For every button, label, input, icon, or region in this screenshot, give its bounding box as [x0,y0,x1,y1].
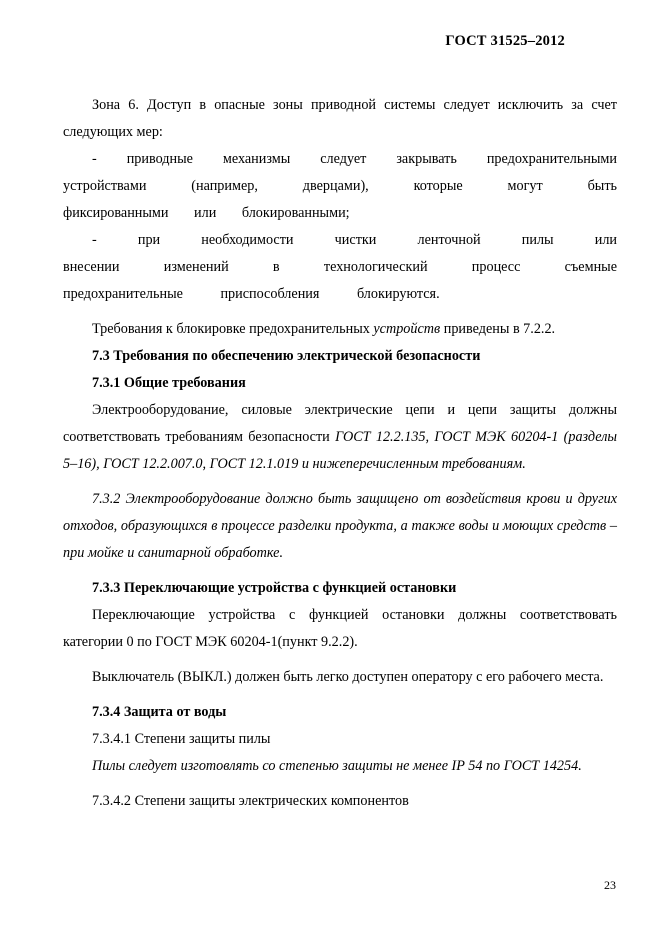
document-header: ГОСТ 31525–2012 [445,33,565,49]
section-7-3-4-2-heading: 7.3.4.2 Степени защиты электрических компонентов [92,793,409,809]
page-number: 23 [604,878,616,892]
lock-requirements-paragraph [63,316,617,343]
section-7-3-1-italic: ГОСТ 12.2.135, ГОСТ МЭК 60204-1 (разделы 5–16), ГОСТ 12.2.007.0, ГОСТ 12.1.019 и нижеперечисленным требованиям. [63,429,617,472]
section-7-3-heading: 7.3 Требования по обеспечению электрической безопасности [92,348,481,364]
zone6-bullet-2-text: - при необходимости чистки ленточной пилы или внесении изменений в технологический процесс съемные предохранительные приспособления блокируются. [63,232,617,302]
section-7-3-1-plain: Электрооборудование, силовые электрические цепи и цепи защиты должны соответствовать требованиям безопасности [63,402,617,445]
section-7-3-4-1-text: Пилы следует изготовлять со степенью защиты не менее IP 54 по ГОСТ 14254. [92,758,582,774]
section-7-3-3-text-1: Переключающие устройства с функцией остановки должны соответствовать категории 0 по ГОСТ МЭК 60204-1(пункт 9.2.2). [63,607,617,650]
lock-req-after: приведены в 7.2.2. [440,321,556,337]
section-7-3-4-1-heading: 7.3.4.1 Степени защиты пилы [92,731,271,747]
section-7-3-3-text-2: Выключатель (ВЫКЛ.) должен быть легко доступен оператору с его рабочего места. [92,669,604,685]
lock-req-italic: устройств [373,321,441,337]
zone6-bullet-1 [63,146,617,227]
section-7-3-4-heading: 7.3.4 Защита от воды [92,704,227,720]
section-7-3-2-text: 7.3.2 Электрооборудование должно быть защищено от воздействия крови и других отходов, образующихся в процессе разделки продукта, а также воды и моющих средств – при мойке и санитарной обработке. [63,491,617,561]
zone6-bullet-2 [63,227,617,308]
section-7-3-1-text [63,397,617,478]
section-7-3-1-heading: 7.3.1 Общие требования [92,375,246,391]
document-body [63,92,617,815]
lock-req-before: Требования к блокировке предохранительных [92,321,374,337]
section-7-3-3-heading: 7.3.3 Переключающие устройства с функцией остановки [92,580,457,596]
zone6-bullet-1-text: - приводные механизмы следует закрывать предохранительными устройствами (например, дверцами), которые могут быть фиксированными или блокированными; [63,151,617,221]
zone6-intro: Зона 6. Доступ в опасные зоны приводной системы следует исключить за счет следующих мер: [63,97,617,140]
